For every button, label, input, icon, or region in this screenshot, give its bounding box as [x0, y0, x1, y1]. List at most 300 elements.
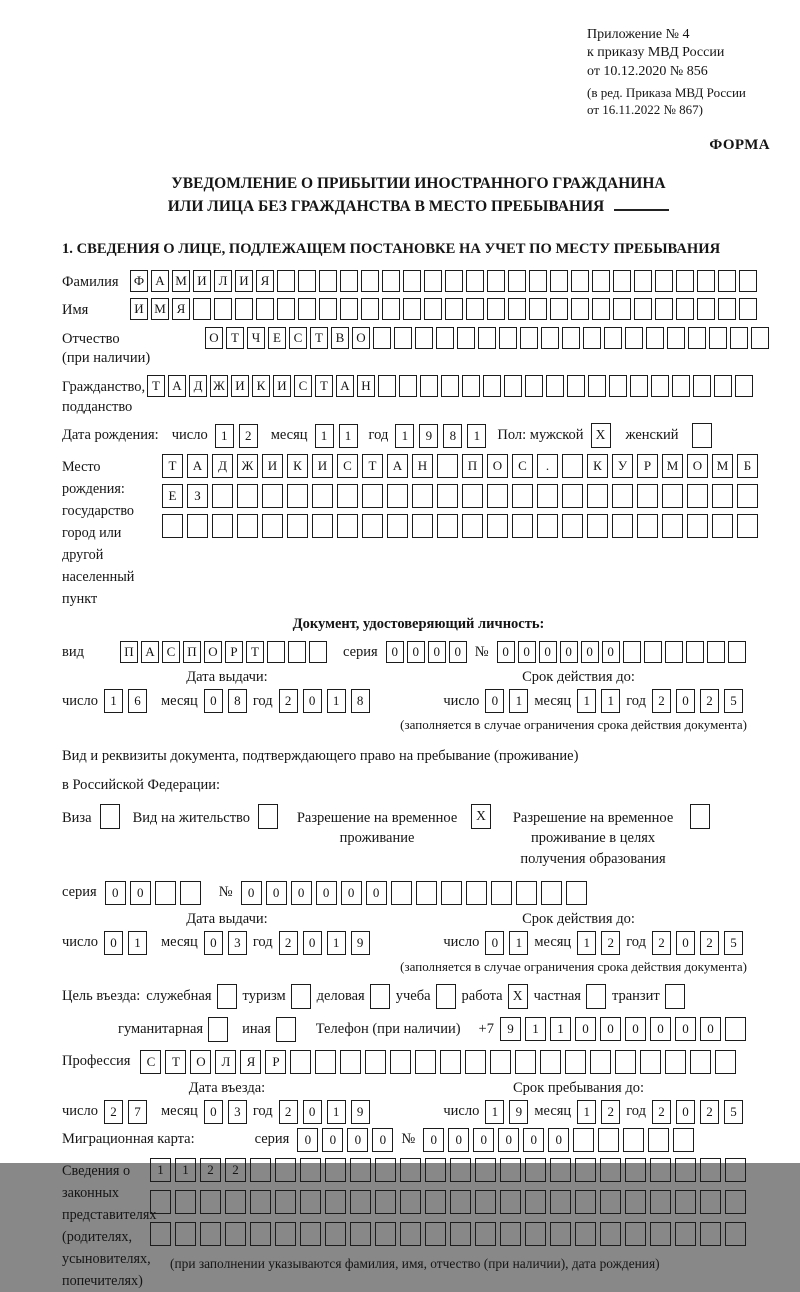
char-cell[interactable] [714, 375, 732, 397]
residence-permit-checkbox[interactable] [258, 804, 278, 829]
char-cell[interactable]: 2 [279, 931, 298, 955]
char-cell[interactable]: Р [637, 454, 658, 478]
char-cell[interactable] [350, 1222, 371, 1246]
char-cell[interactable]: 3 [228, 1100, 247, 1124]
char-cell[interactable] [262, 484, 283, 508]
char-cell[interactable] [500, 1222, 521, 1246]
char-cell[interactable]: 0 [548, 1128, 569, 1152]
char-cell[interactable]: 9 [419, 424, 438, 448]
char-cell[interactable]: С [162, 641, 180, 663]
char-cell[interactable] [450, 1190, 471, 1214]
char-cell[interactable]: 2 [601, 931, 620, 955]
char-cell[interactable] [462, 484, 483, 508]
char-cell[interactable] [725, 1017, 746, 1041]
char-cell[interactable]: 9 [509, 1100, 528, 1124]
char-cell[interactable] [625, 1222, 646, 1246]
char-cell[interactable] [424, 270, 442, 292]
char-cell[interactable]: 1 [339, 424, 358, 448]
char-cell[interactable]: 1 [395, 424, 414, 448]
char-cell[interactable] [450, 1222, 471, 1246]
char-cell[interactable] [571, 298, 589, 320]
char-cell[interactable] [520, 327, 538, 349]
char-cell[interactable] [634, 298, 652, 320]
char-cell[interactable]: 1 [128, 931, 147, 955]
char-cell[interactable] [562, 327, 580, 349]
char-cell[interactable]: К [252, 375, 270, 397]
char-cell[interactable]: 0 [575, 1017, 596, 1041]
char-cell[interactable]: Т [165, 1050, 186, 1074]
char-cell[interactable] [675, 1190, 696, 1214]
char-cell[interactable] [212, 484, 233, 508]
char-cell[interactable]: 0 [485, 931, 504, 955]
char-cell[interactable] [237, 484, 258, 508]
char-cell[interactable] [730, 327, 748, 349]
char-cell[interactable] [340, 270, 358, 292]
char-cell[interactable] [590, 1050, 611, 1074]
purpose-official-checkbox[interactable] [217, 984, 237, 1009]
char-cell[interactable] [487, 270, 505, 292]
char-cell[interactable]: М [662, 454, 683, 478]
char-cell[interactable]: Я [172, 298, 190, 320]
char-cell[interactable] [412, 514, 433, 538]
char-cell[interactable] [361, 270, 379, 292]
char-cell[interactable]: 0 [602, 641, 620, 663]
char-cell[interactable]: С [512, 454, 533, 478]
char-cell[interactable] [415, 1050, 436, 1074]
char-cell[interactable] [640, 1050, 661, 1074]
char-cell[interactable] [540, 1050, 561, 1074]
char-cell[interactable]: 0 [675, 1017, 696, 1041]
char-cell[interactable] [566, 881, 587, 905]
char-cell[interactable]: 2 [700, 689, 719, 713]
char-cell[interactable] [390, 1050, 411, 1074]
char-cell[interactable] [751, 327, 769, 349]
char-cell[interactable] [693, 375, 711, 397]
char-cell[interactable]: Я [256, 270, 274, 292]
char-cell[interactable] [450, 1158, 471, 1182]
char-cell[interactable] [662, 484, 683, 508]
char-cell[interactable]: Я [240, 1050, 261, 1074]
visa-checkbox[interactable] [100, 804, 120, 829]
char-cell[interactable]: 2 [652, 931, 671, 955]
char-cell[interactable] [445, 298, 463, 320]
char-cell[interactable] [562, 454, 583, 478]
char-cell[interactable]: М [151, 298, 169, 320]
char-cell[interactable] [623, 1128, 644, 1152]
char-cell[interactable]: А [187, 454, 208, 478]
char-cell[interactable] [725, 1222, 746, 1246]
char-cell[interactable] [571, 270, 589, 292]
char-cell[interactable]: 0 [303, 1100, 322, 1124]
char-cell[interactable] [604, 327, 622, 349]
char-cell[interactable] [525, 1190, 546, 1214]
char-cell[interactable]: 1 [150, 1158, 171, 1182]
char-cell[interactable] [325, 1190, 346, 1214]
char-cell[interactable]: 8 [351, 689, 370, 713]
char-cell[interactable]: 0 [386, 641, 404, 663]
char-cell[interactable]: 2 [601, 1100, 620, 1124]
char-cell[interactable]: 0 [347, 1128, 368, 1152]
char-cell[interactable]: 1 [550, 1017, 571, 1041]
char-cell[interactable] [483, 375, 501, 397]
char-cell[interactable] [250, 1190, 271, 1214]
char-cell[interactable]: К [587, 454, 608, 478]
char-cell[interactable]: И [193, 270, 211, 292]
char-cell[interactable]: 1 [467, 424, 486, 448]
sex-female-checkbox[interactable] [692, 423, 712, 448]
char-cell[interactable] [275, 1190, 296, 1214]
char-cell[interactable] [412, 484, 433, 508]
char-cell[interactable]: 1 [104, 689, 123, 713]
char-cell[interactable]: Ч [247, 327, 265, 349]
char-cell[interactable] [475, 1222, 496, 1246]
char-cell[interactable] [688, 327, 706, 349]
char-cell[interactable] [508, 270, 526, 292]
char-cell[interactable] [250, 1222, 271, 1246]
char-cell[interactable]: 0 [700, 1017, 721, 1041]
char-cell[interactable] [319, 270, 337, 292]
char-cell[interactable] [487, 298, 505, 320]
char-cell[interactable] [707, 641, 725, 663]
char-cell[interactable] [672, 375, 690, 397]
char-cell[interactable] [400, 1190, 421, 1214]
char-cell[interactable]: 2 [700, 931, 719, 955]
char-cell[interactable]: Л [214, 270, 232, 292]
char-cell[interactable]: 0 [407, 641, 425, 663]
char-cell[interactable]: С [337, 454, 358, 478]
char-cell[interactable] [300, 1158, 321, 1182]
char-cell[interactable]: Ж [210, 375, 228, 397]
char-cell[interactable]: О [687, 454, 708, 478]
char-cell[interactable]: Т [310, 327, 328, 349]
char-cell[interactable] [425, 1190, 446, 1214]
char-cell[interactable] [365, 1050, 386, 1074]
char-cell[interactable]: 1 [577, 689, 596, 713]
char-cell[interactable]: А [168, 375, 186, 397]
char-cell[interactable] [529, 298, 547, 320]
purpose-humanitarian-checkbox[interactable] [208, 1017, 228, 1042]
char-cell[interactable] [155, 881, 176, 905]
char-cell[interactable] [623, 641, 641, 663]
char-cell[interactable] [277, 298, 295, 320]
char-cell[interactable] [262, 514, 283, 538]
char-cell[interactable] [562, 484, 583, 508]
char-cell[interactable] [600, 1222, 621, 1246]
char-cell[interactable] [612, 514, 633, 538]
char-cell[interactable]: 0 [560, 641, 578, 663]
char-cell[interactable]: 1 [577, 1100, 596, 1124]
char-cell[interactable]: Т [147, 375, 165, 397]
char-cell[interactable] [275, 1222, 296, 1246]
char-cell[interactable] [375, 1158, 396, 1182]
temp-residence-education-checkbox[interactable] [690, 804, 710, 829]
char-cell[interactable] [462, 375, 480, 397]
char-cell[interactable]: 2 [652, 1100, 671, 1124]
char-cell[interactable] [175, 1222, 196, 1246]
purpose-work-checkbox[interactable]: X [508, 984, 528, 1009]
char-cell[interactable]: 0 [130, 881, 151, 905]
char-cell[interactable] [487, 514, 508, 538]
char-cell[interactable] [350, 1158, 371, 1182]
char-cell[interactable] [162, 514, 183, 538]
char-cell[interactable] [737, 484, 758, 508]
char-cell[interactable] [550, 1158, 571, 1182]
char-cell[interactable]: 0 [366, 881, 387, 905]
char-cell[interactable] [565, 1050, 586, 1074]
char-cell[interactable]: 0 [297, 1128, 318, 1152]
char-cell[interactable] [644, 641, 662, 663]
char-cell[interactable]: 0 [473, 1128, 494, 1152]
char-cell[interactable] [445, 270, 463, 292]
char-cell[interactable]: И [273, 375, 291, 397]
char-cell[interactable] [504, 375, 522, 397]
char-cell[interactable] [298, 270, 316, 292]
char-cell[interactable] [437, 454, 458, 478]
char-cell[interactable]: И [235, 270, 253, 292]
char-cell[interactable]: 0 [448, 1128, 469, 1152]
char-cell[interactable] [550, 270, 568, 292]
char-cell[interactable]: У [612, 454, 633, 478]
char-cell[interactable] [675, 1158, 696, 1182]
char-cell[interactable]: Т [315, 375, 333, 397]
char-cell[interactable] [583, 327, 601, 349]
char-cell[interactable]: С [140, 1050, 161, 1074]
char-cell[interactable] [340, 298, 358, 320]
char-cell[interactable]: 8 [228, 689, 247, 713]
char-cell[interactable] [735, 375, 753, 397]
char-cell[interactable] [382, 270, 400, 292]
char-cell[interactable] [687, 484, 708, 508]
char-cell[interactable] [625, 1158, 646, 1182]
char-cell[interactable] [709, 327, 727, 349]
char-cell[interactable]: 0 [341, 881, 362, 905]
char-cell[interactable] [420, 375, 438, 397]
char-cell[interactable] [615, 1050, 636, 1074]
char-cell[interactable] [676, 270, 694, 292]
char-cell[interactable]: О [352, 327, 370, 349]
char-cell[interactable]: В [331, 327, 349, 349]
char-cell[interactable] [550, 1222, 571, 1246]
char-cell[interactable]: 1 [525, 1017, 546, 1041]
char-cell[interactable] [592, 298, 610, 320]
char-cell[interactable] [667, 327, 685, 349]
char-cell[interactable] [375, 1190, 396, 1214]
char-cell[interactable] [737, 514, 758, 538]
char-cell[interactable]: И [312, 454, 333, 478]
char-cell[interactable]: Л [215, 1050, 236, 1074]
char-cell[interactable]: 0 [498, 1128, 519, 1152]
char-cell[interactable]: 0 [518, 641, 536, 663]
char-cell[interactable] [200, 1190, 221, 1214]
char-cell[interactable] [416, 881, 437, 905]
char-cell[interactable] [362, 484, 383, 508]
char-cell[interactable]: 1 [577, 931, 596, 955]
temp-residence-checkbox[interactable]: X [471, 804, 491, 829]
char-cell[interactable] [687, 514, 708, 538]
char-cell[interactable]: 0 [372, 1128, 393, 1152]
char-cell[interactable] [298, 298, 316, 320]
char-cell[interactable] [491, 881, 512, 905]
char-cell[interactable]: И [130, 298, 148, 320]
purpose-transit-checkbox[interactable] [665, 984, 685, 1009]
purpose-private-checkbox[interactable] [586, 984, 606, 1009]
char-cell[interactable] [350, 1190, 371, 1214]
char-cell[interactable] [700, 1190, 721, 1214]
char-cell[interactable]: 7 [128, 1100, 147, 1124]
char-cell[interactable] [287, 514, 308, 538]
char-cell[interactable] [512, 484, 533, 508]
char-cell[interactable] [337, 484, 358, 508]
char-cell[interactable] [387, 514, 408, 538]
char-cell[interactable] [375, 1222, 396, 1246]
char-cell[interactable]: 0 [104, 931, 123, 955]
char-cell[interactable] [403, 298, 421, 320]
char-cell[interactable]: 0 [266, 881, 287, 905]
char-cell[interactable] [665, 1050, 686, 1074]
char-cell[interactable]: 1 [215, 424, 234, 448]
char-cell[interactable] [650, 1158, 671, 1182]
char-cell[interactable] [150, 1190, 171, 1214]
char-cell[interactable]: 0 [303, 931, 322, 955]
char-cell[interactable] [625, 327, 643, 349]
char-cell[interactable]: 0 [650, 1017, 671, 1041]
char-cell[interactable]: 0 [303, 689, 322, 713]
char-cell[interactable]: 8 [443, 424, 462, 448]
char-cell[interactable] [309, 641, 327, 663]
char-cell[interactable]: 0 [204, 689, 223, 713]
char-cell[interactable]: 6 [128, 689, 147, 713]
char-cell[interactable]: Р [265, 1050, 286, 1074]
char-cell[interactable] [562, 514, 583, 538]
char-cell[interactable]: 1 [175, 1158, 196, 1182]
char-cell[interactable]: 1 [509, 931, 528, 955]
char-cell[interactable] [187, 514, 208, 538]
char-cell[interactable] [700, 1158, 721, 1182]
char-cell[interactable] [212, 514, 233, 538]
char-cell[interactable] [466, 298, 484, 320]
char-cell[interactable] [634, 270, 652, 292]
char-cell[interactable]: 0 [204, 1100, 223, 1124]
purpose-study-checkbox[interactable] [436, 984, 456, 1009]
char-cell[interactable] [739, 270, 757, 292]
char-cell[interactable] [441, 375, 459, 397]
char-cell[interactable]: Ф [130, 270, 148, 292]
char-cell[interactable] [214, 298, 232, 320]
char-cell[interactable] [475, 1190, 496, 1214]
char-cell[interactable]: 0 [539, 641, 557, 663]
char-cell[interactable] [697, 298, 715, 320]
char-cell[interactable]: 5 [724, 931, 743, 955]
char-cell[interactable] [567, 375, 585, 397]
char-cell[interactable] [550, 1190, 571, 1214]
char-cell[interactable]: 0 [600, 1017, 621, 1041]
char-cell[interactable]: Д [189, 375, 207, 397]
char-cell[interactable] [575, 1190, 596, 1214]
char-cell[interactable] [440, 1050, 461, 1074]
char-cell[interactable] [490, 1050, 511, 1074]
char-cell[interactable]: 2 [279, 689, 298, 713]
char-cell[interactable] [613, 298, 631, 320]
char-cell[interactable] [362, 514, 383, 538]
char-cell[interactable] [425, 1158, 446, 1182]
char-cell[interactable]: А [336, 375, 354, 397]
char-cell[interactable]: О [487, 454, 508, 478]
char-cell[interactable] [655, 298, 673, 320]
char-cell[interactable] [319, 298, 337, 320]
char-cell[interactable]: Д [212, 454, 233, 478]
char-cell[interactable] [718, 270, 736, 292]
char-cell[interactable] [287, 484, 308, 508]
char-cell[interactable]: К [287, 454, 308, 478]
char-cell[interactable]: С [294, 375, 312, 397]
char-cell[interactable]: М [172, 270, 190, 292]
char-cell[interactable] [267, 641, 285, 663]
char-cell[interactable] [675, 1222, 696, 1246]
char-cell[interactable]: 1 [601, 689, 620, 713]
char-cell[interactable] [462, 514, 483, 538]
char-cell[interactable] [288, 641, 306, 663]
char-cell[interactable] [193, 298, 211, 320]
sex-male-checkbox[interactable]: X [591, 423, 611, 448]
char-cell[interactable]: П [462, 454, 483, 478]
char-cell[interactable]: 9 [351, 1100, 370, 1124]
char-cell[interactable]: Б [737, 454, 758, 478]
char-cell[interactable] [587, 484, 608, 508]
char-cell[interactable] [466, 881, 487, 905]
char-cell[interactable]: Е [268, 327, 286, 349]
char-cell[interactable] [637, 484, 658, 508]
char-cell[interactable]: И [231, 375, 249, 397]
char-cell[interactable]: 0 [485, 689, 504, 713]
char-cell[interactable] [441, 881, 462, 905]
char-cell[interactable]: И [262, 454, 283, 478]
char-cell[interactable] [400, 1222, 421, 1246]
char-cell[interactable] [400, 1158, 421, 1182]
char-cell[interactable]: З [187, 484, 208, 508]
char-cell[interactable] [337, 514, 358, 538]
char-cell[interactable] [648, 1128, 669, 1152]
char-cell[interactable] [300, 1190, 321, 1214]
char-cell[interactable] [673, 1128, 694, 1152]
char-cell[interactable]: Н [412, 454, 433, 478]
char-cell[interactable] [650, 1222, 671, 1246]
char-cell[interactable] [676, 298, 694, 320]
char-cell[interactable]: С [289, 327, 307, 349]
char-cell[interactable] [529, 270, 547, 292]
char-cell[interactable] [277, 270, 295, 292]
char-cell[interactable]: Т [246, 641, 264, 663]
char-cell[interactable] [300, 1222, 321, 1246]
char-cell[interactable] [728, 641, 746, 663]
char-cell[interactable] [382, 298, 400, 320]
char-cell[interactable]: М [712, 454, 733, 478]
char-cell[interactable] [150, 1222, 171, 1246]
char-cell[interactable] [415, 327, 433, 349]
char-cell[interactable] [537, 514, 558, 538]
char-cell[interactable]: Ж [237, 454, 258, 478]
char-cell[interactable] [403, 270, 421, 292]
char-cell[interactable] [525, 375, 543, 397]
char-cell[interactable] [275, 1158, 296, 1182]
char-cell[interactable]: 2 [225, 1158, 246, 1182]
char-cell[interactable]: 5 [724, 1100, 743, 1124]
char-cell[interactable]: Т [226, 327, 244, 349]
char-cell[interactable]: 2 [200, 1158, 221, 1182]
char-cell[interactable]: 0 [428, 641, 446, 663]
char-cell[interactable] [525, 1222, 546, 1246]
char-cell[interactable] [573, 1128, 594, 1152]
char-cell[interactable] [575, 1158, 596, 1182]
